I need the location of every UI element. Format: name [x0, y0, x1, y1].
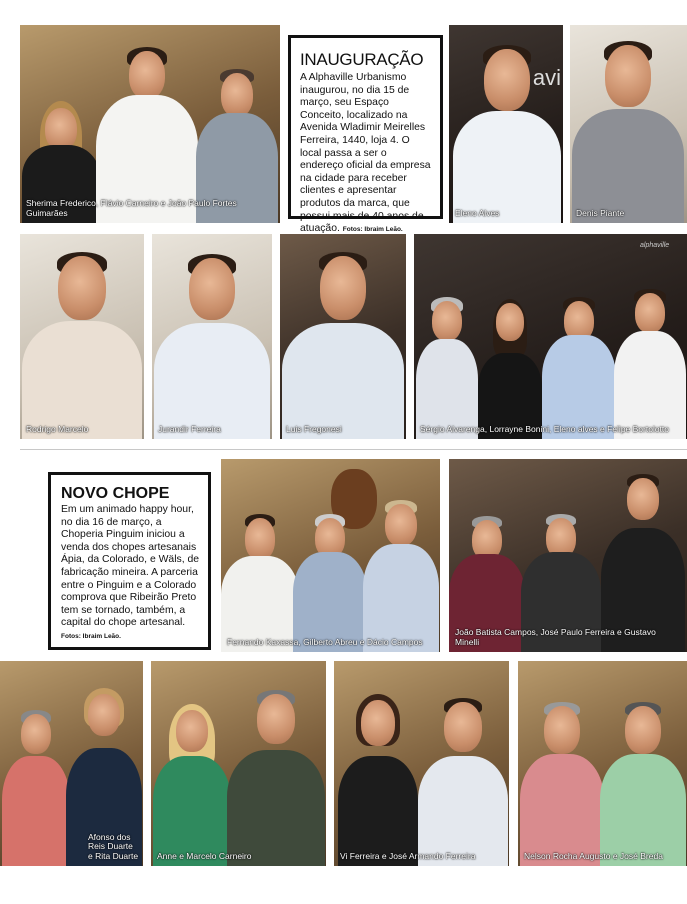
person-figure: [282, 244, 404, 439]
photo-luis-fregonesi: [280, 234, 406, 439]
person-figure: [154, 244, 270, 439]
photo-caption: João Batista Campos, José Paulo Ferreira e Gustavo Minelli: [455, 627, 656, 647]
person-figure: [153, 684, 231, 866]
photo-group-joao-jose-gustavo: [449, 459, 687, 652]
article-body: A Alphaville Urbanismo inaugurou, no dia 15 de março, seu Espaço Conceito, localizado na Avenida Wladimir Meirelles Ferreira, 1440, loja 4. O local passa a ser o endereço oficial da empresa na cidade para receber clientes e apresentar produtos da marca, que possui mais de 40 anos de atuação.: [300, 72, 431, 235]
photo-caption: Denis Piante: [576, 207, 625, 218]
photo-caption: Rodrigo Marcelo: [26, 423, 89, 434]
photo-caption: Afonso dos Reis Duarte e Rita Duarte: [88, 831, 139, 861]
photo-anne-marcelo-carneiro: [151, 661, 326, 866]
person-figure: [600, 684, 686, 866]
photo-caption: Nelson Rocha Augusto e José Breda: [524, 850, 663, 861]
person-figure: [601, 464, 685, 652]
photo-credit: Fotos: Ibraim Leão.: [342, 226, 403, 234]
person-figure: [221, 492, 299, 652]
photo-caption: Vi Ferreira e José Armando Ferreira: [340, 850, 476, 861]
photo-caption: Sherima Frederico, Flávio Carneiro e João Paulo Fortes Guimarães: [26, 198, 237, 218]
person-figure: [363, 476, 439, 652]
article-title: NOVO CHOPE: [61, 485, 170, 502]
photo-vi-jose-armando-ferreira: [334, 661, 509, 866]
photo-caption: Fernando Kaxassa, Gilberto Abreu e Dácio Campos: [227, 636, 423, 647]
person-figure: [572, 33, 684, 223]
wall-brand-sign: alphaville: [640, 242, 670, 249]
photo-caption: Jurandir Ferreira: [158, 423, 221, 434]
person-figure: [196, 47, 278, 223]
article-body: Em um animado happy hour, no dia 16 de março, a Choperia Pinguim iniciou a venda dos chopes artesanais Ápia, da Colorado, e Wäls, de fabricação mineira. A parceria entre o Pinguim e a Colorado comprova que Ribeirão Preto tem se tornado, também, a capital do chope artesanal.: [61, 504, 200, 629]
person-figure: [520, 686, 604, 866]
photo-caption: Anne e Marcelo Carneiro: [157, 850, 252, 861]
photo-eleno-alves: [449, 25, 563, 223]
photo-rodrigo-marcelo: [20, 234, 144, 439]
photo-caption: Eleno Alves: [455, 207, 500, 218]
photo-credit: Fotos: Ibraim Leão.: [61, 632, 121, 640]
photo-group-fernando-gilberto-dacio: [221, 459, 440, 652]
photo-jurandir-ferreira: [152, 234, 272, 439]
person-figure: [338, 680, 418, 866]
person-figure: [542, 267, 616, 439]
person-figure: [418, 686, 508, 866]
person-figure: [2, 688, 70, 866]
person-figure: [293, 490, 367, 652]
person-figure: [22, 244, 142, 439]
person-figure: [416, 269, 478, 439]
storefront-sign: avi: [532, 65, 561, 90]
person-figure: [478, 289, 542, 439]
photo-caption: Sérgio Alvarenga, Lorrayne Bonini, Eleno alves e Felipe Bortolotto: [420, 423, 670, 434]
photo-caption: Luis Fregonesi: [286, 423, 342, 434]
photo-group-sergio-lorrayne-eleno-felipe: [414, 234, 687, 439]
photo-group-sherima-flavio-joao: [20, 25, 280, 223]
person-figure: [453, 33, 561, 223]
person-figure: [96, 35, 198, 223]
novo-chope-article: [48, 472, 211, 650]
section-divider: [20, 449, 687, 450]
inauguracao-article: [288, 35, 443, 235]
photo-nelson-jose-breda: [518, 661, 687, 866]
photo-denis-piante: [570, 25, 687, 223]
person-figure: [614, 261, 686, 439]
person-figure: [227, 678, 325, 866]
article-title: INAUGURAÇÃO: [300, 50, 424, 69]
photo-afonso-rita-duarte: [0, 661, 143, 866]
